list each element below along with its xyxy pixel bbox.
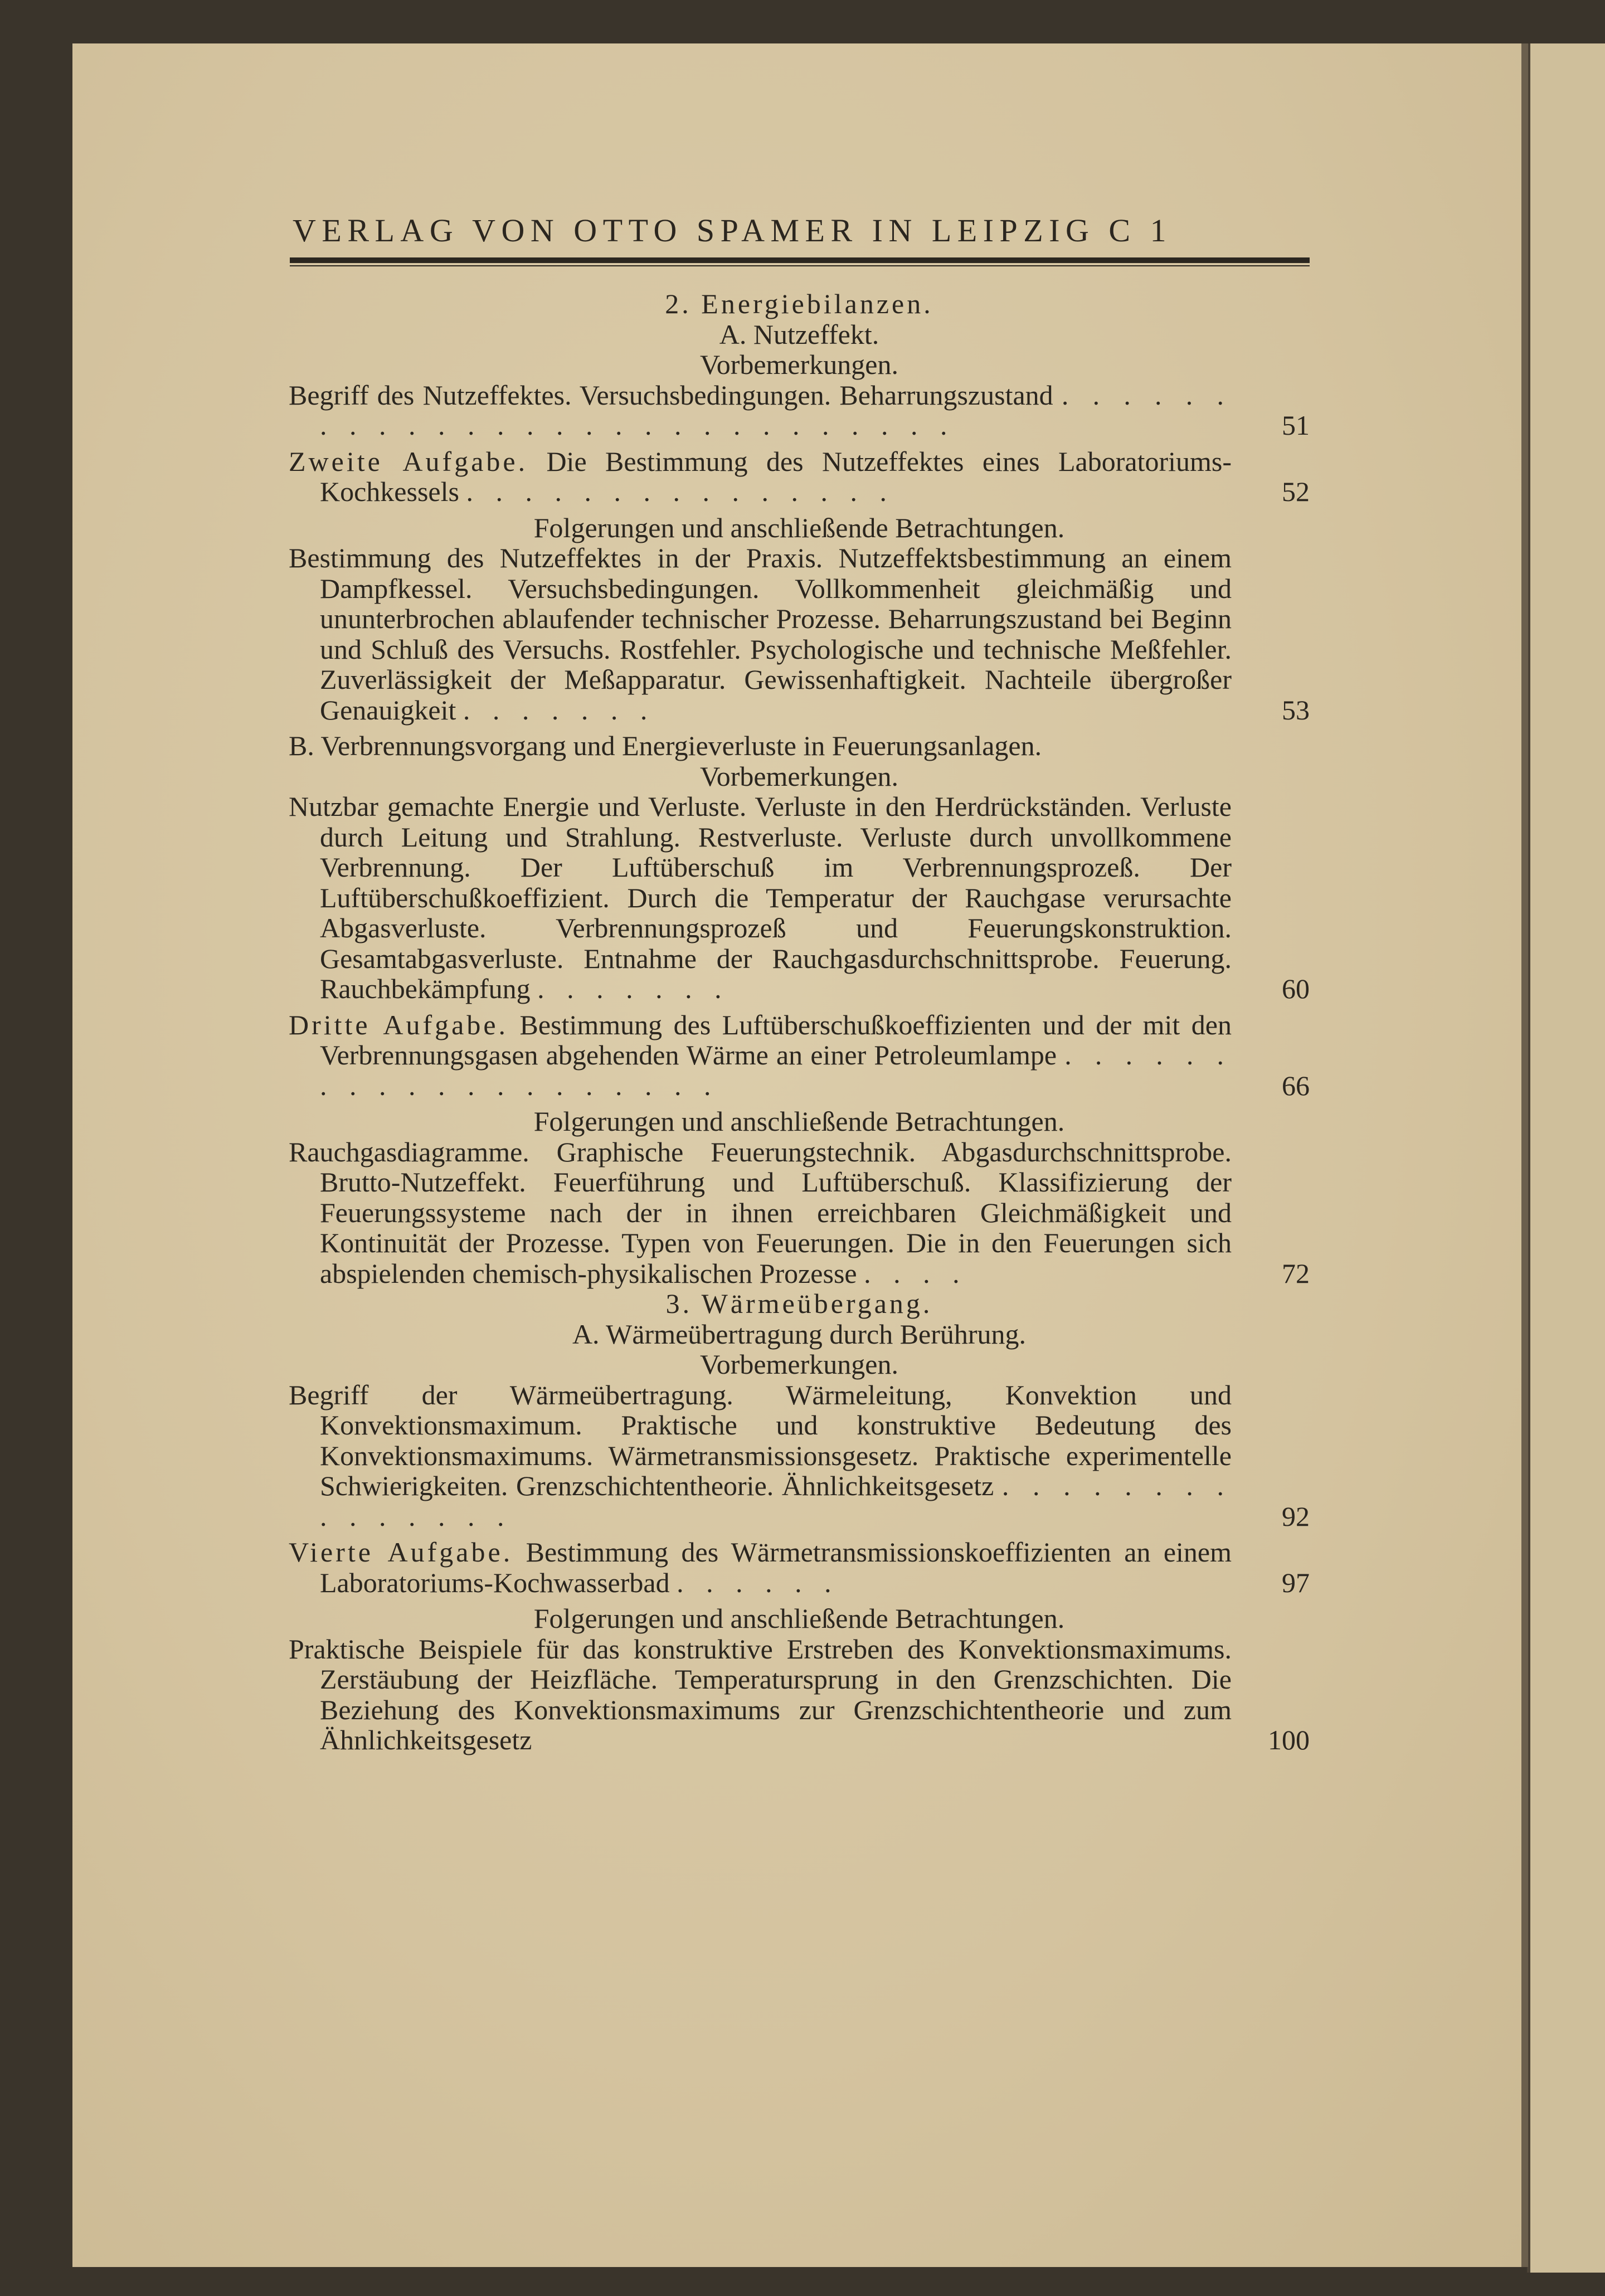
entry-text: Begriff des Nutzeffektes. Versuchsbedingungen. Beharrungszustand [289, 379, 1053, 411]
conclusions-heading: Folgerungen und anschließende Betrachtungen. [533, 512, 1065, 543]
toc-entry [289, 1634, 1310, 1755]
dot-leader: . . . . . . . . . . . . . . . . . . . . [320, 1039, 1232, 1101]
page-number: 92 [1282, 1500, 1310, 1532]
toc-entry [289, 543, 1310, 725]
toc-entry [289, 446, 1310, 507]
conclusions-heading: Folgerungen und anschließende Betrachtungen. [533, 1603, 1065, 1634]
dot-leader: . . . . . . . [463, 694, 655, 726]
toc-entry [289, 1137, 1310, 1289]
section-heading: 3. Wärmeübergang. [665, 1288, 933, 1319]
exercise-label: Zweite Aufgabe. [289, 445, 528, 477]
toc-entry [289, 791, 1310, 1004]
section-heading: 2. Energiebilanzen. [665, 288, 933, 319]
dot-leader: . . . . . . . . . . . . . . . [320, 1470, 1232, 1532]
toc-entry [289, 1380, 1310, 1532]
table-of-contents [289, 289, 1310, 1755]
toc-entry [289, 1010, 1310, 1101]
page-number: 52 [1282, 476, 1310, 507]
preface-heading: Vorbemerkungen. [700, 1349, 898, 1380]
entry-text: Praktische Beispiele für das konstruktive Erstreben des Konvektionsmaximums. Zerstäubung der Heizfläche. Temperatursprung in den Grenzschichten. Die Beziehung des Konvektionsmaximums zur Grenzschichtentheorie und zum Ähnlichkeitsgesetz [289, 1633, 1232, 1755]
entry-text: Die Bestimmung des Nutzeffektes eines Laboratoriums-Kochkessels [320, 445, 1232, 507]
exercise-label: Vierte Aufgabe. [289, 1536, 513, 1568]
entry-text: Bestimmung des Luftüberschußkoeffizienten und der mit den Verbrennungsgasen abgehenden Wärme an einer Petroleumlampe [320, 1009, 1232, 1071]
subsection-heading: A. Wärmeübertragung durch Berührung. [572, 1318, 1027, 1350]
entry-text: Begriff der Wärmeübertragung. Wärmeleitung, Konvektion und Konvektionsmaximum. Praktische und konstruktive Bedeutung des Konvektionsmaximums. Wärmetransmissionsgesetz. Praktische experimentelle Schwierigkeiten. Grenzschichtentheorie. Ähnlichkeitsgesetz [289, 1379, 1232, 1501]
conclusions-heading: Folgerungen und anschließende Betrachtungen. [533, 1106, 1065, 1137]
page-number: 97 [1282, 1567, 1310, 1598]
dot-leader: . . . . . . . . . . . . . . . [466, 476, 894, 507]
facing-page-edge [1527, 43, 1605, 2273]
subsection-heading: B. Verbrennungsvorgang und Energieverluste in Feuerungsanlagen. [289, 730, 1042, 761]
header-rule-thin [290, 265, 1310, 266]
page-number: 51 [1282, 410, 1310, 441]
page-number: 60 [1282, 973, 1310, 1004]
entry-text: Bestimmung des Nutzeffektes in der Praxis. Nutzeffektsbestimmung an einem Dampfkessel. Versuchsbedingungen. Vollkommenheit gleichmäßig und ununterbrochen ablaufender technischer Prozesse. Beharrungszustand bei Beginn und Schluß des Versuchs. Rostfehler. Psychologische und technische Meßfehler. Zuverlässigkeit der Meßapparatur. Gewissenhaftigkeit. Nachteile übergroßer Genauigkeit [289, 542, 1232, 726]
page-number: 66 [1282, 1069, 1310, 1101]
page-number: 72 [1282, 1257, 1310, 1289]
exercise-label: Dritte Aufgabe. [289, 1009, 509, 1040]
dot-leader: . . . . [864, 1257, 967, 1289]
page-number: 100 [1268, 1724, 1310, 1755]
header-rule [290, 257, 1310, 263]
dot-leader: . . . . . . . [537, 973, 729, 1004]
toc-entry [289, 1537, 1310, 1598]
toc-entry [289, 380, 1310, 441]
entry-text: Rauchgasdiagramme. Graphische Feuerungstechnik. Abgasdurchschnittsprobe. Brutto-Nutzeffekt. Feuerführung und Luftüberschuß. Klassifizierung der Feuerungssysteme nach der in ihnen erreichbaren Gleichmäßigkeit und Kontinuität der Prozesse. Typen von Feuerungen. Die in den Feuerungen sich abspielenden chemisch-physikalischen Prozesse [289, 1136, 1232, 1289]
dot-leader: . . . . . . . . . . . . . . . . . . . . . . . . . . . . [320, 379, 1232, 441]
preface-heading: Vorbemerkungen. [700, 760, 898, 792]
preface-heading: Vorbemerkungen. [700, 349, 898, 380]
entry-text: Nutzbar gemachte Energie und Verluste. Verluste in den Herdrückständen. Verluste durch Leitung und Strahlung. Restverluste. Verluste durch unvollkommene Verbrennung. Der Luftüberschuß im Verbrennungsprozeß. Der Luftüberschußkoeffizient. Durch die Temperatur der Rauchgase verursachte Abgasverluste. Verbrennungsprozeß und Feuerungskonstruktion. Gesamtabgasverluste. Entnahme der Rauchgasdurchschnittsprobe. Feuerung. Rauchbekämpfung [289, 791, 1232, 1004]
dot-leader: . . . . . . [677, 1567, 839, 1598]
subsection-heading: A. Nutzeffekt. [719, 318, 879, 350]
page-fold-shadow [1521, 43, 1528, 2267]
page-number: 53 [1282, 694, 1310, 726]
entry-text: Bestimmung des Wärmetransmissionskoeffizienten an einem Laboratoriums-Kochwasserbad [320, 1536, 1232, 1598]
publisher-header: VERLAG VON OTTO SPAMER IN LEIPZIG C 1 [293, 212, 1173, 249]
